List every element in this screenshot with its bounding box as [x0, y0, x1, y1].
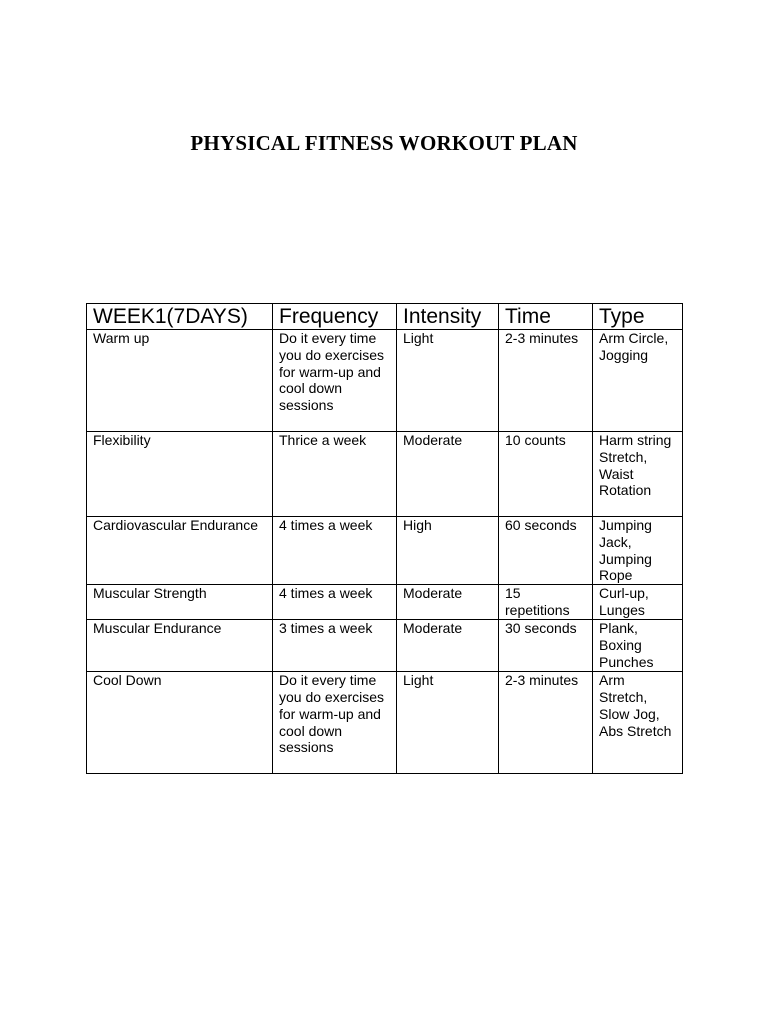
header-time: Time	[499, 304, 593, 330]
header-frequency: Frequency	[273, 304, 397, 330]
cell-time: 2-3 minutes	[499, 330, 593, 432]
header-type: Type	[593, 304, 683, 330]
workout-plan-table	[86, 303, 683, 774]
header-week: WEEK1(7DAYS)	[87, 304, 273, 330]
cell-intensity: High	[397, 517, 499, 585]
table-row	[87, 432, 683, 517]
cell-time: 10 counts	[499, 432, 593, 517]
table-row	[87, 672, 683, 774]
header-row	[87, 304, 683, 330]
table-header	[87, 304, 683, 330]
cell-frequency: Do it every time you do exercises for warm-up and cool down sessions	[273, 672, 397, 774]
cell-type: Plank, Boxing Punches	[593, 620, 683, 672]
table-row	[87, 585, 683, 620]
cell-type: Arm Stretch, Slow Jog, Abs Stretch	[593, 672, 683, 774]
cell-time: 60 seconds	[499, 517, 593, 585]
cell-activity: Muscular Strength	[87, 585, 273, 620]
cell-frequency: Thrice a week	[273, 432, 397, 517]
table-row	[87, 620, 683, 672]
page-title: PHYSICAL FITNESS WORKOUT PLAN	[190, 131, 578, 155]
table-body	[87, 330, 683, 774]
table-row	[87, 330, 683, 432]
cell-activity: Warm up	[87, 330, 273, 432]
table-row	[87, 517, 683, 585]
cell-frequency: Do it every time you do exercises for warm-up and cool down sessions	[273, 330, 397, 432]
cell-activity: Flexibility	[87, 432, 273, 517]
header-intensity: Intensity	[397, 304, 499, 330]
cell-time: 15 repetitions	[499, 585, 593, 620]
cell-type: Arm Circle, Jogging	[593, 330, 683, 432]
cell-activity: Cardiovascular Endurance	[87, 517, 273, 585]
cell-intensity: Moderate	[397, 432, 499, 517]
cell-frequency: 4 times a week	[273, 517, 397, 585]
cell-intensity: Moderate	[397, 620, 499, 672]
cell-frequency: 3 times a week	[273, 620, 397, 672]
cell-type: Harm string Stretch, Waist Rotation	[593, 432, 683, 517]
cell-time: 30 seconds	[499, 620, 593, 672]
cell-activity: Cool Down	[87, 672, 273, 774]
cell-activity: Muscular Endurance	[87, 620, 273, 672]
cell-frequency: 4 times a week	[273, 585, 397, 620]
cell-intensity: Light	[397, 330, 499, 432]
cell-intensity: Moderate	[397, 585, 499, 620]
cell-time: 2-3 minutes	[499, 672, 593, 774]
cell-intensity: Light	[397, 672, 499, 774]
cell-type: Jumping Jack, Jumping Rope	[593, 517, 683, 585]
cell-type: Curl-up, Lunges	[593, 585, 683, 620]
